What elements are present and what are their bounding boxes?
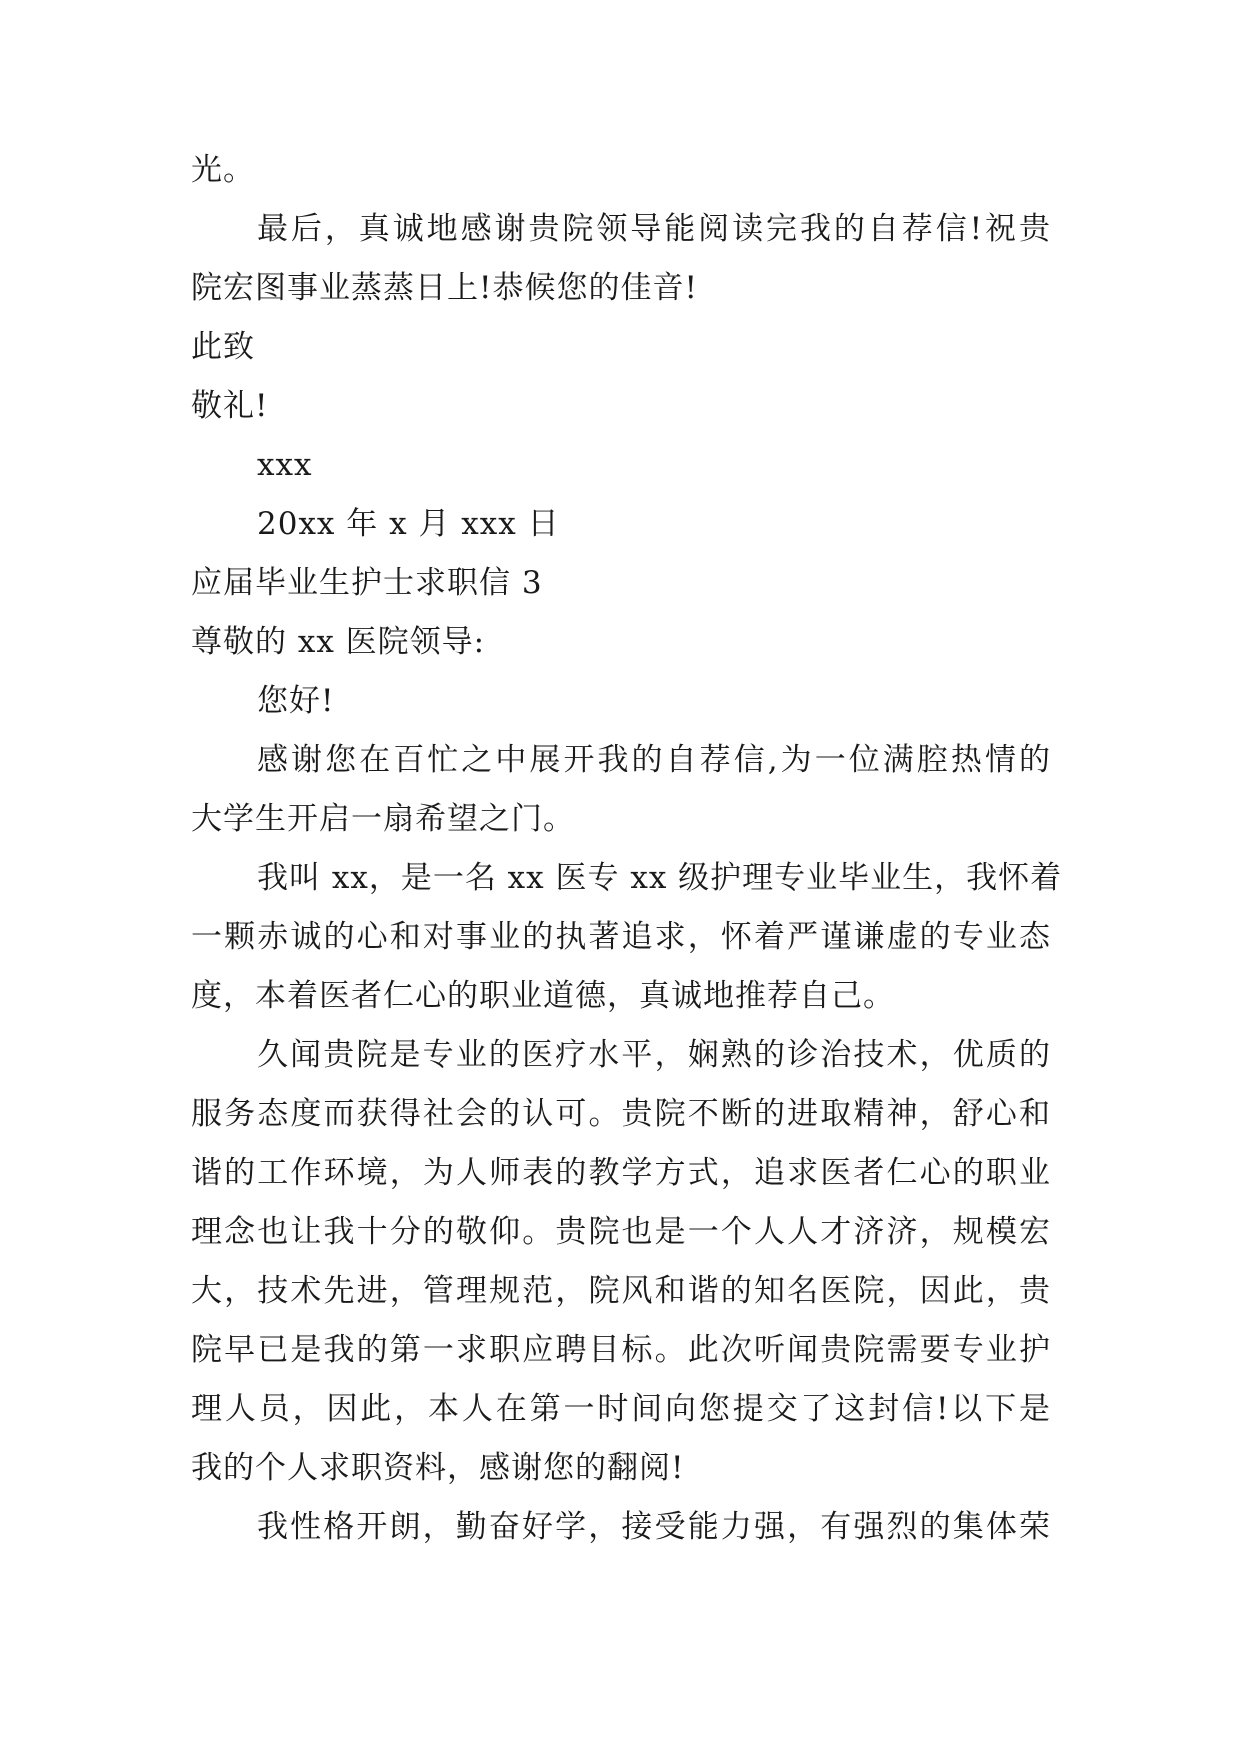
text-line: 大学生开启一扇希望之门。 bbox=[191, 801, 575, 837]
text-line: 我叫 xx，是一名 xx 医专 xx 级护理专业毕业生，我怀着 bbox=[257, 860, 1063, 896]
text-line: 院宏图事业蒸蒸日上!恭候您的佳音! bbox=[191, 270, 698, 306]
text-line: 光。 bbox=[191, 152, 255, 188]
salutation: 尊敬的 xx 医院领导: bbox=[191, 624, 486, 660]
signature-date: 20xx 年 x 月 xxx 日 bbox=[257, 506, 560, 542]
text-line: 敬礼! bbox=[191, 388, 269, 424]
section-title: 应届毕业生护士求职信 3 bbox=[191, 565, 543, 601]
text-line: 院早已是我的第一求职应聘目标。此次听闻贵院需要专业护 bbox=[191, 1332, 1051, 1368]
text-line: 一颗赤诚的心和对事业的执著追求，怀着严谨谦虚的专业态 bbox=[191, 919, 1051, 955]
greeting: 您好! bbox=[257, 683, 335, 719]
text-line: 理人员，因此，本人在第一时间向您提交了这封信!以下是 bbox=[191, 1391, 1051, 1427]
text-line: 感谢您在百忙之中展开我的自荐信,为一位满腔热情的 bbox=[257, 742, 1051, 778]
text-line: 度，本着医者仁心的职业道德，真诚地推荐自己。 bbox=[191, 978, 895, 1014]
text-line: 大，技术先进，管理规范，院风和谐的知名医院，因此，贵 bbox=[191, 1273, 1051, 1309]
text-line: 我的个人求职资料，感谢您的翻阅! bbox=[191, 1450, 685, 1486]
signature-name: xxx bbox=[257, 447, 313, 483]
text-line: 服务态度而获得社会的认可。贵院不断的进取精神，舒心和 bbox=[191, 1096, 1051, 1132]
text-line: 我性格开朗，勤奋好学，接受能力强，有强烈的集体荣 bbox=[257, 1509, 1051, 1545]
text-line: 理念也让我十分的敬仰。贵院也是一个人人才济济，规模宏 bbox=[191, 1214, 1051, 1250]
text-line: 久闻贵院是专业的医疗水平，娴熟的诊治技术，优质的 bbox=[257, 1037, 1051, 1073]
text-line: 谐的工作环境，为人师表的教学方式，追求医者仁心的职业 bbox=[191, 1155, 1051, 1191]
text-line: 此致 bbox=[191, 329, 255, 365]
text-line: 最后，真诚地感谢贵院领导能阅读完我的自荐信!祝贵 bbox=[257, 211, 1051, 247]
